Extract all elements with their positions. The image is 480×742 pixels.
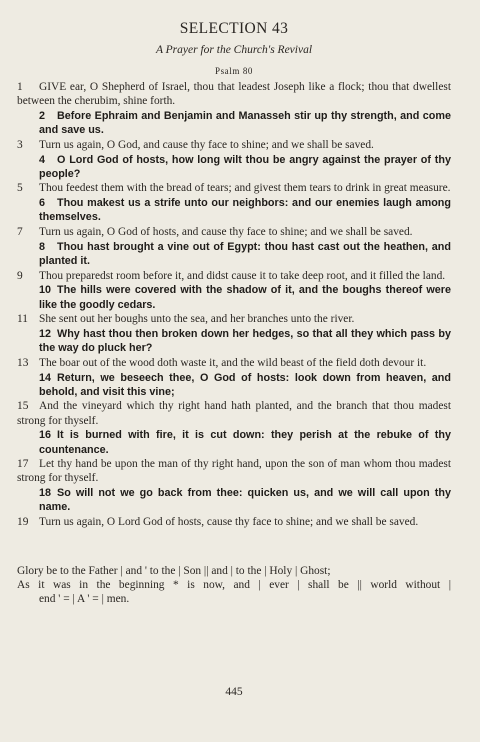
verse-text: Before Ephraim and Benjamin and Manasseh stir up thy strength, and come and save us. (39, 109, 451, 137)
verse-text: Thou preparedst room before it, and didst cause it to take deep root, and it filled the land. (39, 269, 446, 282)
gloria-line: end ' = | A ' = | men. (39, 592, 130, 605)
gloria-line: As it was in the beginning * is now, and | ever | shall be || world without | (17, 578, 451, 591)
verse-number: 4 (39, 153, 46, 166)
verse-text: Why hast thou then broken down her hedges, so that all they which pass by the way do pluck her? (39, 327, 451, 355)
verse-number: 2 (39, 109, 46, 122)
verse-text: And the vineyard which thy right hand hath planted, and the branch that thou madest strong for thyself. (17, 400, 451, 427)
verse-minister (17, 138, 451, 152)
verse-text: Thou makest us a strife unto our neighbors: and our enemies laugh among themselves. (39, 197, 451, 224)
verse-number: 13 (17, 356, 29, 369)
gloria-line: Glory be to the Father | and ' to the | Son || and | to the | Holy | Ghost; (17, 565, 331, 577)
verse-number: 9 (17, 269, 23, 282)
verse-people (17, 109, 451, 137)
verse-text: Turn us again, O God, and cause thy face to shine; and we shall be saved. (39, 138, 374, 151)
verse-minister (17, 80, 451, 108)
verse-number: 11 (17, 313, 28, 326)
scripture-source: Psalm 80 (214, 66, 254, 76)
verse-people (17, 327, 451, 355)
verse-number: 6 (39, 197, 46, 210)
verse-number: 3 (17, 138, 23, 151)
verse-number: 17 (17, 458, 29, 471)
verse-text: It is burned with fire, it is cut down: they perish at the rebuke of thy countenance. (39, 429, 451, 456)
verse-minister (17, 269, 451, 283)
responsive-reading (17, 80, 451, 530)
verse-minister (17, 457, 451, 485)
verse-text: Turn us again, O Lord God of hosts, cause thy face to shine; and we shall be saved. (39, 516, 419, 529)
verse-people (17, 196, 451, 224)
verse-people (17, 283, 451, 311)
page-number: 445 (225, 686, 243, 698)
verse-number: 18 (39, 487, 52, 500)
verse-people (17, 240, 451, 268)
verse-text: Return, we beseech thee, O God of hosts: look down from heaven, and behold, and visit this vine; (39, 371, 451, 398)
verse-minister (17, 515, 451, 529)
verse-text: The hills were covered with the shadow of it, and the boughs thereof were like the goodly cedars. (39, 284, 451, 311)
verse-minister (17, 181, 451, 195)
verse-people (17, 153, 451, 181)
verse-text: O Lord God of hosts, how long wilt thou be angry against the prayer of thy people? (39, 153, 451, 180)
verse-text: She sent out her boughs unto the sea, and her branches unto the river. (39, 313, 355, 326)
verse-number: 8 (39, 240, 46, 253)
verse-text: So will not we go back from thee: quicken us, and we will call upon thy name. (39, 487, 451, 514)
verse-number: 19 (17, 516, 29, 529)
verse-text: Thou hast brought a vine out of Egypt: thou hast cast out the heathen, and planted it. (39, 240, 451, 267)
verse-number: 15 (17, 400, 29, 413)
verse-text: GIVE ear, O Shepherd of Israel, thou that leadest Joseph like a flock; thou that dwellest between the cherubim, shine forth. (17, 81, 451, 108)
verse-text: The boar out of the wood doth waste it, and the wild beast of the field doth devour it. (39, 356, 427, 369)
verse-minister (17, 312, 451, 326)
verse-text: Let thy hand be upon the man of thy right hand, upon the son of man whom thou madest strong for thyself. (17, 458, 451, 485)
gloria-patri (17, 565, 451, 606)
verse-number: 10 (39, 284, 52, 297)
verse-people (17, 428, 451, 456)
verse-text: Turn us again, O God of hosts, and cause thy face to shine; and we shall be saved. (39, 226, 413, 239)
verse-number: 14 (39, 371, 52, 384)
verse-people (17, 486, 451, 514)
verse-text: Thou feedest them with the bread of tears; and givest them tears to drink in great measure. (39, 182, 451, 195)
verse-people (17, 371, 451, 399)
verse-number: 7 (17, 226, 23, 239)
selection-subtitle: A Prayer for the Church's Revival (155, 44, 313, 56)
verse-minister (17, 356, 451, 370)
verse-number: 16 (39, 429, 52, 442)
verse-number: 12 (39, 327, 52, 340)
verse-number: 5 (17, 182, 23, 195)
verse-minister (17, 399, 451, 427)
verse-number: 1 (17, 81, 23, 93)
verse-minister (17, 225, 451, 239)
selection-heading: SELECTION 43 (179, 20, 289, 37)
